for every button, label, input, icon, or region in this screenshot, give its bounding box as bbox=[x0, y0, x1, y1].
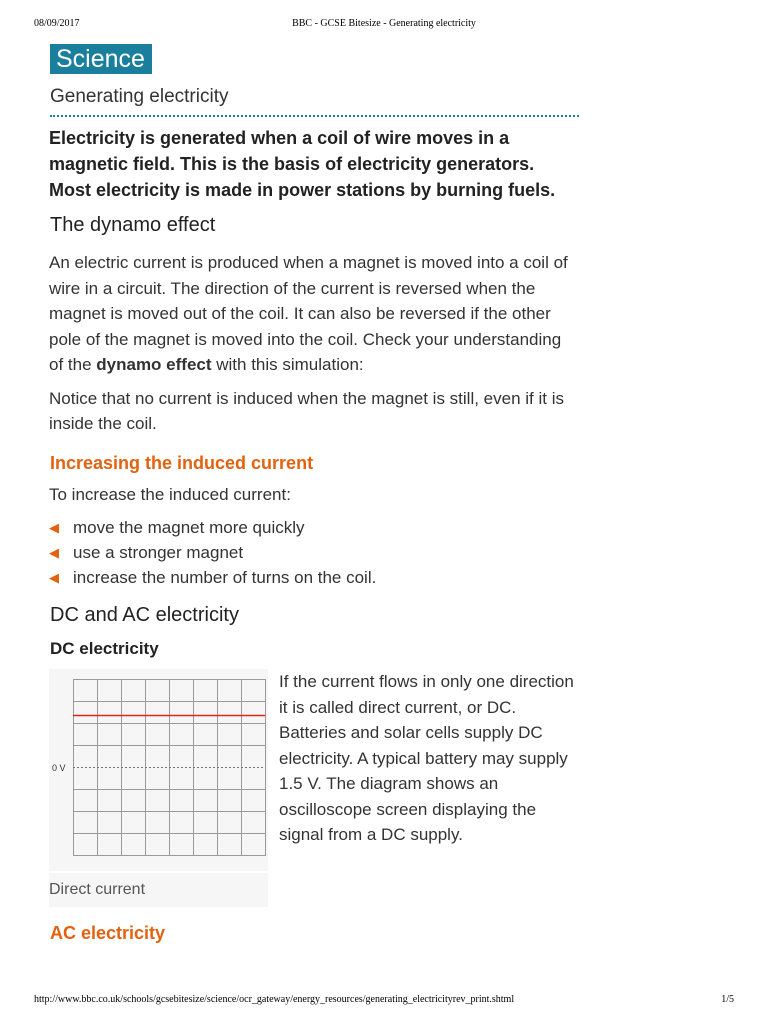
print-url: http://www.bbc.co.uk/schools/gcsebitesize/science/ocr_gateway/energy_resources/generating_electricityrev_print.shtml bbox=[34, 994, 515, 1005]
induced-current-heading: Increasing the induced current bbox=[50, 452, 314, 473]
dc-paragraph: If the current flows in only one direction it is called direct current, or DC. Batteries and solar cells supply DC electricity. A typical battery may supply 1.5 V. The diagram shows an oscilloscope screen displaying the signal from a DC supply. bbox=[279, 672, 574, 844]
article bbox=[49, 44, 579, 944]
dc-heading: DC electricity bbox=[50, 639, 159, 658]
dc-ac-heading: DC and AC electricity bbox=[50, 604, 239, 626]
dynamo-heading: The dynamo effect bbox=[50, 214, 216, 236]
dc-description bbox=[279, 669, 579, 907]
induced-current-lead: To increase the induced current: bbox=[49, 484, 291, 504]
arrow-bullet-icon: ◀ bbox=[49, 570, 59, 585]
oscilloscope-figure bbox=[49, 669, 268, 907]
oscilloscope-diagram bbox=[49, 669, 268, 871]
figure-caption: Direct current bbox=[49, 873, 268, 907]
print-date: 08/09/2017 bbox=[34, 18, 80, 29]
print-page-number: 1/5 bbox=[721, 994, 734, 1005]
dynamo-paragraph bbox=[49, 250, 579, 378]
oscilloscope-screen bbox=[49, 669, 268, 871]
list-item: ◀ use a stronger magnet bbox=[49, 540, 579, 565]
zero-volt-label: 0 V bbox=[52, 763, 66, 773]
dynamo-note: Notice that no current is induced when the magnet is still, even if it is inside the coil. bbox=[49, 388, 564, 433]
arrow-bullet-icon: ◀ bbox=[49, 520, 59, 535]
induced-current-list bbox=[49, 515, 579, 590]
print-title: BBC - GCSE Bitesize - Generating electricity bbox=[292, 18, 476, 29]
dc-section bbox=[49, 669, 579, 907]
dynamo-paragraph-end: with this simulation: bbox=[211, 355, 364, 374]
list-item: ◀ increase the number of turns on the coil. bbox=[49, 565, 579, 590]
dynamo-paragraph-text: An electric current is produced when a magnet is moved into a coil of wire in a circuit. The direction of the current is reversed when the magnet is moved out of the coil. It can also be reversed if the other pole of the magnet is moved into the coil. Check your understanding of the bbox=[49, 253, 568, 374]
science-brand-label: Science bbox=[50, 44, 152, 74]
ac-heading: AC electricity bbox=[50, 923, 166, 943]
arrow-bullet-icon: ◀ bbox=[49, 545, 59, 560]
section-title: Generating electricity bbox=[50, 86, 579, 117]
dynamo-effect-link[interactable]: dynamo effect bbox=[96, 355, 212, 374]
list-item: ◀ move the magnet more quickly bbox=[49, 515, 579, 540]
intro-summary: Electricity is generated when a coil of wire moves in a magnetic field. This is the basis of electricity generators. Most electricity is made in power stations by burning fuels. bbox=[49, 128, 556, 200]
